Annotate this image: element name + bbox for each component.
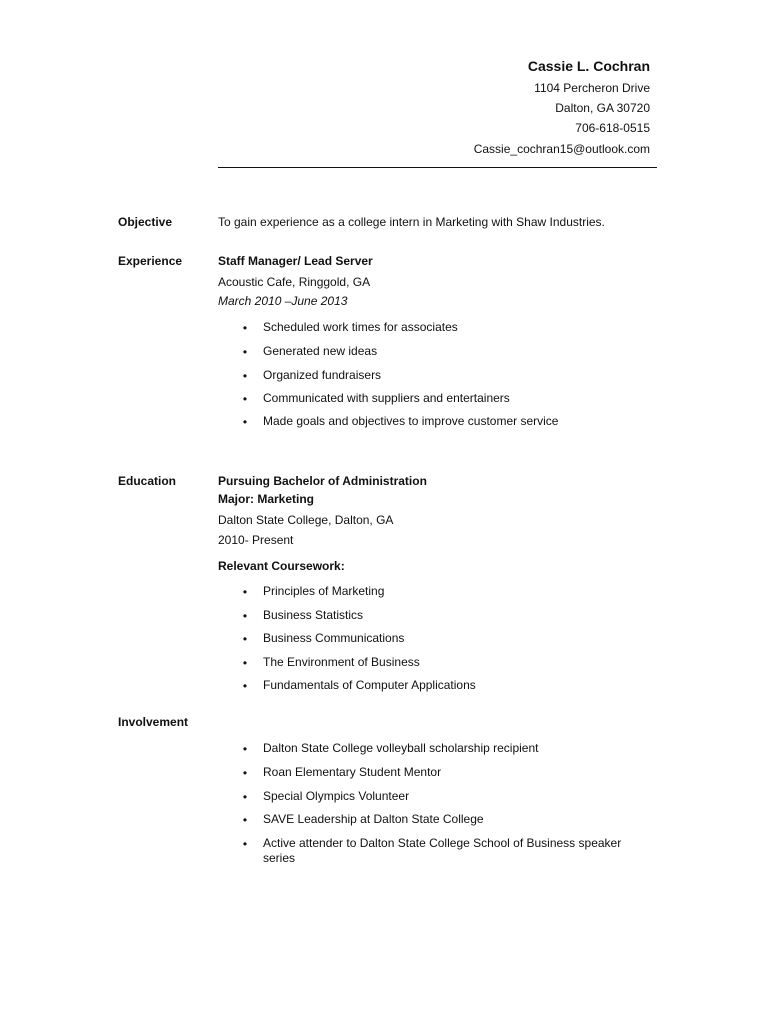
degree: Pursuing Bachelor of Administration [218, 474, 427, 488]
email-address: Cassie_cochran15@outlook.com [473, 142, 650, 156]
bullet-icon [240, 320, 250, 336]
objective-heading: Objective [118, 215, 173, 229]
bullet-icon [240, 414, 250, 430]
list-item-text: Active attender to Dalton State College School of Business speaker series [263, 836, 622, 865]
bullet-icon [240, 608, 250, 624]
involvement-heading: Involvement [118, 715, 189, 729]
coursework-heading: Relevant Coursework: [218, 559, 345, 573]
applicant-name: Cassie L. Cochran [527, 58, 650, 74]
bullet-icon [240, 344, 250, 360]
list-item-text: Fundamentals of Computer Applications [263, 678, 476, 692]
bullet-icon [240, 631, 250, 647]
major: Major: Marketing [218, 492, 315, 506]
address-line-2: Dalton, GA 30720 [555, 101, 650, 115]
list-item-text: Special Olympics Volunteer [263, 789, 410, 803]
experience-heading: Experience [118, 254, 183, 268]
bullet-icon [240, 391, 250, 407]
list-item-text: Made goals and objectives to improve customer service [263, 414, 559, 428]
objective-text: To gain experience as a college intern in Marketing with Shaw Industries. [218, 215, 605, 229]
employment-dates: March 2010 –June 2013 [218, 294, 348, 308]
employer: Acoustic Cafe, Ringgold, GA [218, 275, 371, 289]
bullet-icon [240, 789, 250, 805]
education-dates: 2010- Present [218, 533, 294, 547]
list-item-text: Business Communications [263, 631, 405, 645]
list-item-text: SAVE Leadership at Dalton State College [263, 812, 484, 826]
list-item-text: Scheduled work times for associates [263, 320, 458, 334]
school: Dalton State College, Dalton, GA [218, 513, 394, 527]
list-item-text: Generated new ideas [263, 344, 378, 358]
bullet-icon [240, 741, 250, 757]
bullet-icon [240, 678, 250, 694]
list-item-text: Dalton State College volleyball scholarship recipient [263, 741, 539, 755]
bullet-icon [240, 812, 250, 828]
bullet-icon [240, 836, 250, 852]
bullet-icon [240, 655, 250, 671]
bullet-icon [240, 368, 250, 384]
list-item-text: Business Statistics [263, 608, 364, 622]
list-item-text: Roan Elementary Student Mentor [263, 765, 442, 779]
list-item-text: The Environment of Business [263, 655, 420, 669]
list-item-text: Organized fundraisers [263, 368, 382, 382]
education-heading: Education [118, 474, 177, 488]
list-item-text: Communicated with suppliers and entertainers [263, 391, 510, 405]
phone-number: 706-618-0515 [575, 121, 650, 135]
list-item-text: Principles of Marketing [263, 584, 385, 598]
header-divider [218, 167, 657, 168]
job-title: Staff Manager/ Lead Server [218, 254, 373, 268]
bullet-icon [240, 584, 250, 600]
address-line-1: 1104 Percheron Drive [534, 81, 650, 95]
bullet-icon [240, 765, 250, 781]
